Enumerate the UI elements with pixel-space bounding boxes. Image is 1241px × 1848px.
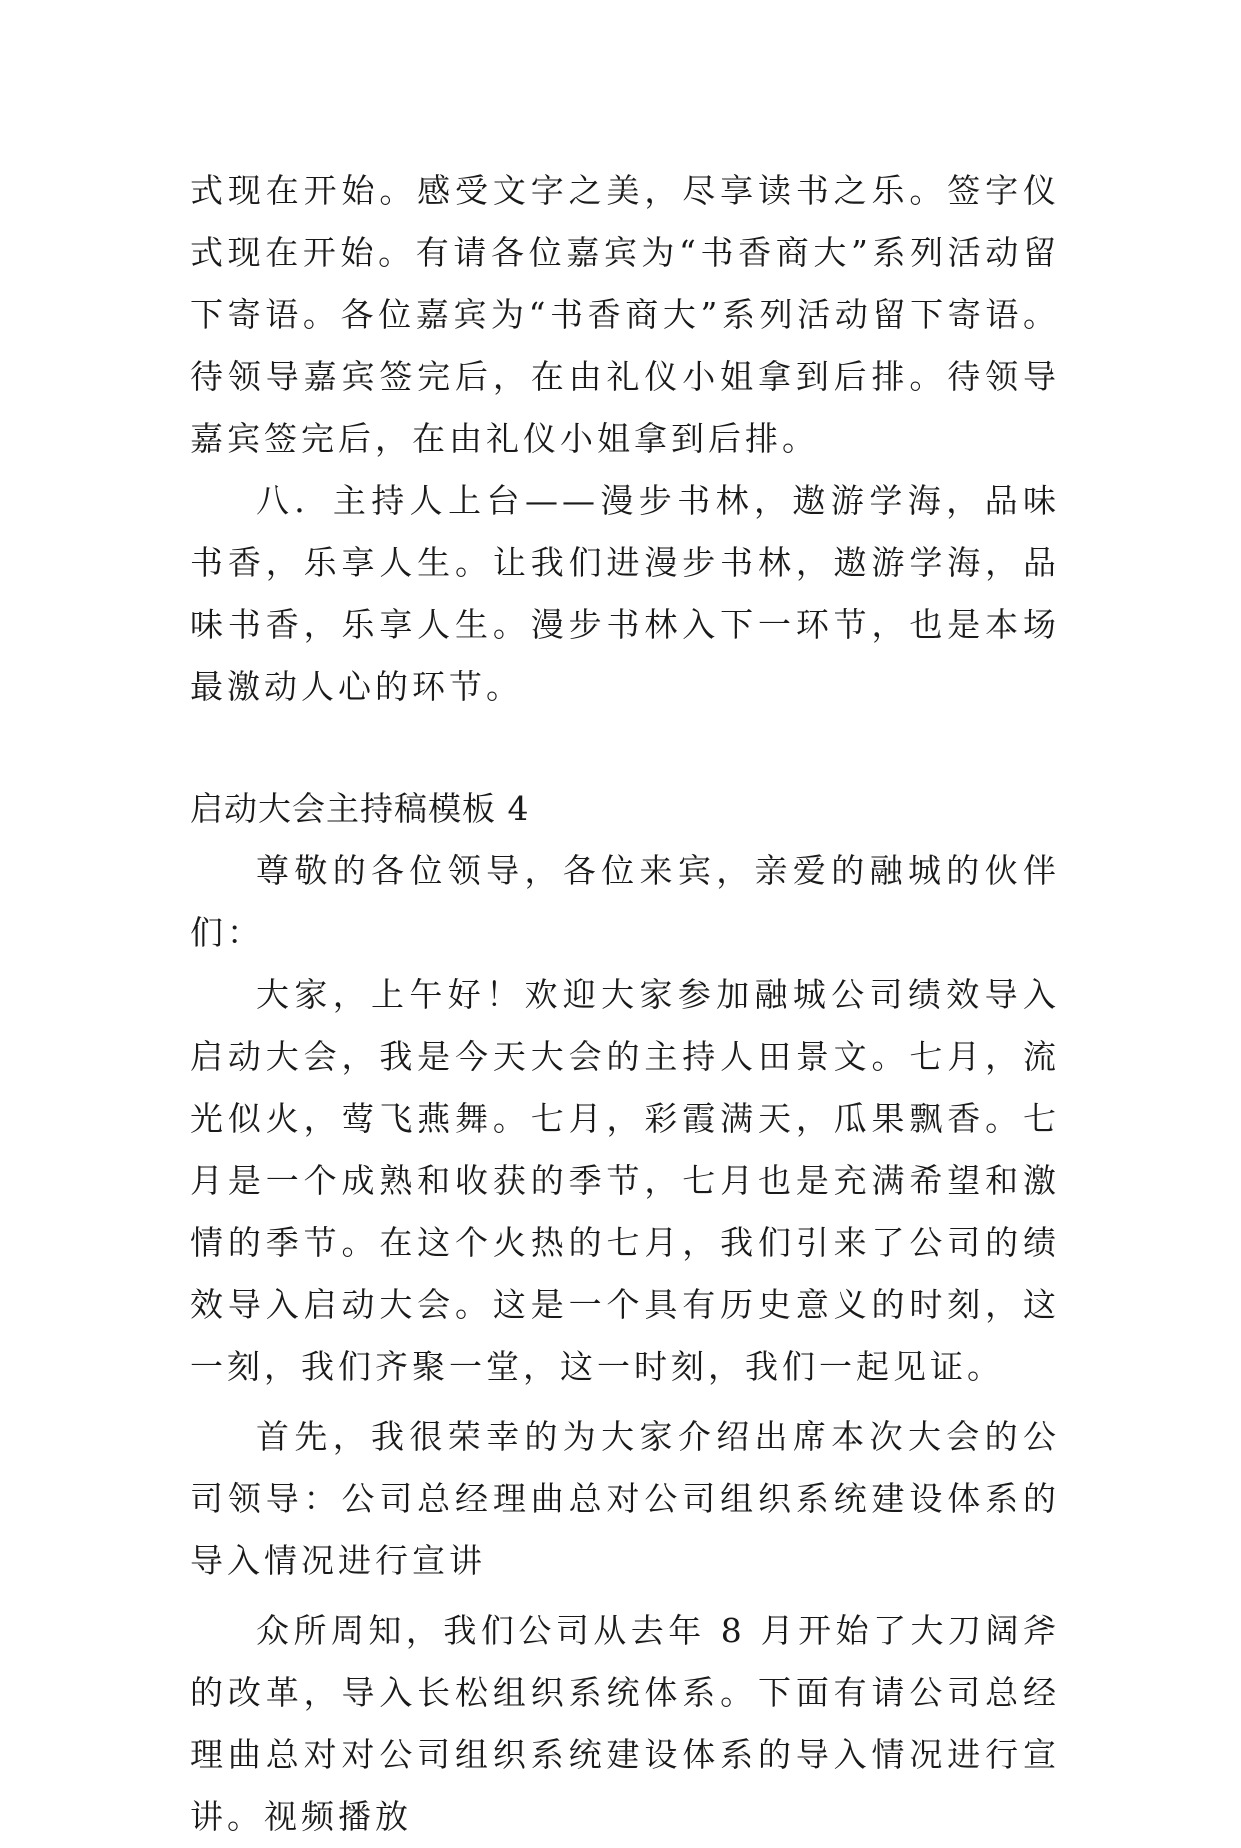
paragraph-reform: 众所周知，我们公司从去年 8 月开始了大刀阔斧的改革，导入长松组织系统体系。下面有请公司总经理曲总对对公司组织系统建设体系的导入情况进行宣讲。视频播放 <box>190 1611 1060 1836</box>
paragraph-signing-ceremony: 式现在开始。感受文字之美，尽享读书之乐。签字仪式现在开始。有请各位嘉宾为“书香商大”系列活动留下寄语。各位嘉宾为“书香商大”系列活动留下寄语。待领导嘉宾签完后，在由礼仪小姐拿到后排。待领导嘉宾签完后，在由礼仪小姐拿到后排。 <box>190 171 1060 458</box>
document-body <box>190 160 1060 1848</box>
paragraph-welcome: 大家，上午好！欢迎大家参加融城公司绩效导入启动大会，我是今天大会的主持人田景文。七月，流光似火，莺飞燕舞。七月，彩霞满天，瓜果飘香。七月是一个成熟和收获的季节，七月也是充满希望和激情的季节。在这个火热的七月，我们引来了公司的绩效导入启动大会。这是一个具有历史意义的时刻，这一刻，我们齐聚一堂，这一时刻，我们一起见证。 <box>190 975 1060 1386</box>
paragraph-greeting: 尊敬的各位领导，各位来宾，亲爱的融城的伙伴们： <box>190 851 1060 952</box>
paragraph-introduce-leaders: 首先，我很荣幸的为大家介绍出席本次大会的公司领导：公司总经理曲总对公司组织系统建设体系的导入情况进行宣讲 <box>190 1417 1060 1580</box>
section-heading: 启动大会主持稿模板 4 <box>190 789 530 828</box>
paragraph-host-on-stage: 八．主持人上台——漫步书林，遨游学海，品味书香，乐享人生。让我们进漫步书林，遨游学海，品味书香，乐享人生。漫步书林入下一环节，也是本场最激动人心的环节。 <box>190 481 1060 706</box>
